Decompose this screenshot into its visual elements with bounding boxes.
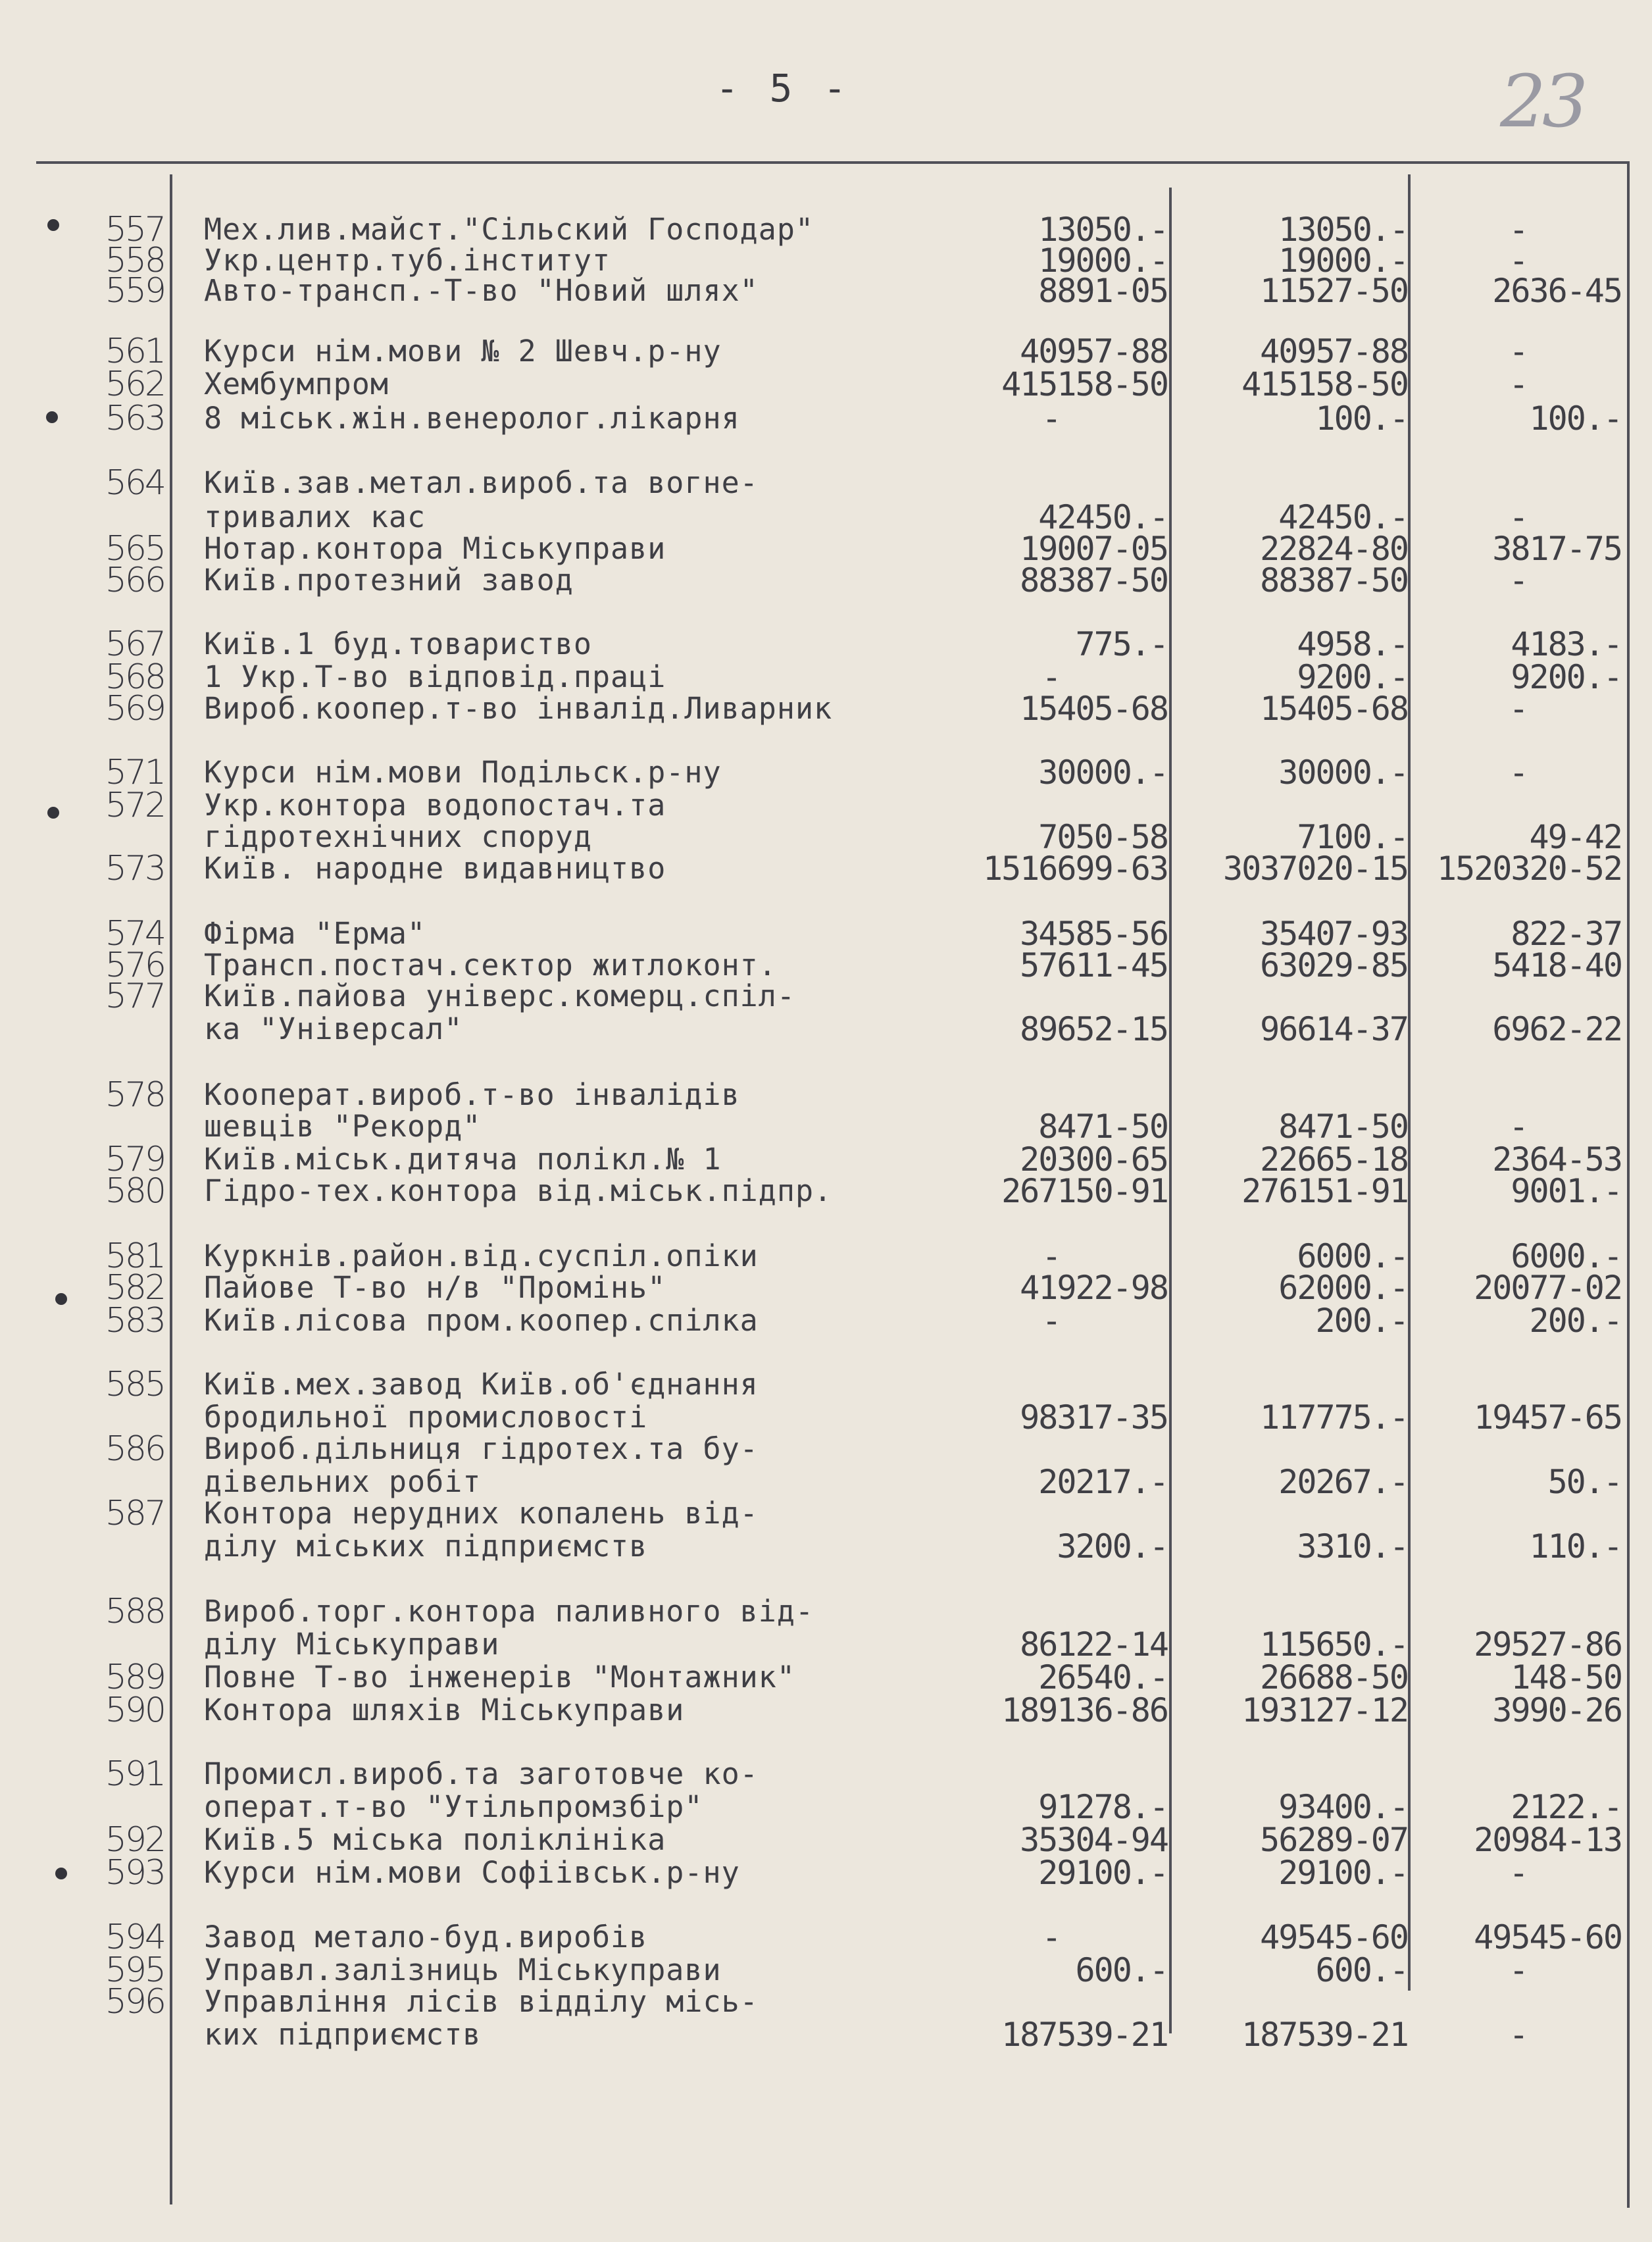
table-row xyxy=(0,977,1652,1016)
amount-col-3: 20077-02 xyxy=(1474,1269,1622,1307)
table-row xyxy=(0,1398,1652,1437)
table-row xyxy=(0,1171,1652,1211)
page-number: - 5 - xyxy=(715,66,851,111)
organization-name: операт.т-во "Утільпромзбір" xyxy=(204,1789,703,1824)
amount-col-1: 57611-45 xyxy=(1020,946,1168,984)
table-row xyxy=(0,1527,1652,1566)
organization-name: Авто-трансп.-Т-во "Новий шлях" xyxy=(204,273,759,308)
row-number: 567 xyxy=(105,624,164,664)
amount-col-3: - xyxy=(1509,332,1528,370)
amount-col-3: 200.- xyxy=(1529,1302,1622,1340)
table-row xyxy=(0,1429,1652,1469)
organization-name: Київ.зав.метал.вироб.та вогне- xyxy=(204,465,759,500)
amount-col-1: 20300-65 xyxy=(1020,1140,1168,1179)
table-row xyxy=(0,463,1652,503)
organization-name: Нотар.контора Міськуправи xyxy=(204,531,666,566)
amount-col-2: 3037020-15 xyxy=(1222,850,1408,888)
amount-col-2: 13050.- xyxy=(1278,211,1408,249)
amount-col-1: 26540.- xyxy=(1038,1658,1168,1696)
organization-name: Контора шляхів Міськуправи xyxy=(204,1693,685,1727)
amount-col-2: 7100.- xyxy=(1297,818,1408,856)
amount-col-3: 9001.- xyxy=(1511,1172,1622,1210)
table-row xyxy=(0,1691,1652,1730)
amount-col-2: 26688-50 xyxy=(1260,1658,1408,1696)
amount-col-3: 19457-65 xyxy=(1474,1398,1622,1437)
organization-name: Промисл.вироб.та заготовче ко- xyxy=(204,1756,759,1791)
organization-name: Управління лісів відділу місь- xyxy=(204,1984,759,2019)
amount-col-1: 13050.- xyxy=(1038,211,1168,249)
amount-col-1: 42450.- xyxy=(1038,498,1168,536)
amount-col-1: 86122-14 xyxy=(1020,1625,1168,1664)
amount-col-2: 49545-60 xyxy=(1260,1918,1408,1956)
amount-col-2: 117775.- xyxy=(1260,1398,1408,1437)
amount-col-3: 4183.- xyxy=(1511,625,1622,663)
row-number: 561 xyxy=(105,332,164,371)
table-row xyxy=(0,1268,1652,1308)
amount-col-2: 415158-50 xyxy=(1241,365,1408,403)
amount-col-1: 29100.- xyxy=(1038,1854,1168,1892)
table-row xyxy=(0,657,1652,697)
amount-col-2: 11527-50 xyxy=(1260,272,1408,310)
table-row xyxy=(0,399,1652,438)
amount-col-2: 29100.- xyxy=(1278,1854,1408,1892)
table-row xyxy=(0,849,1652,888)
amount-col-2: 4958.- xyxy=(1297,625,1408,663)
table-row xyxy=(0,210,1652,249)
amount-col-1: 415158-50 xyxy=(1001,365,1168,403)
amount-col-1: 19007-05 xyxy=(1020,530,1168,568)
amount-col-1: - xyxy=(1041,1918,1061,1956)
row-number: 562 xyxy=(105,365,164,404)
table-row xyxy=(0,1950,1652,1990)
amount-col-2: 22824-80 xyxy=(1260,530,1408,568)
organization-name: Хембумпром xyxy=(204,367,389,401)
table-row xyxy=(0,1463,1652,1501)
amount-col-1: - xyxy=(1041,1302,1061,1340)
row-number: 578 xyxy=(105,1075,164,1115)
organization-name: Управл.залізниць Міськуправи xyxy=(204,1952,722,1987)
amount-col-2: 56289-07 xyxy=(1260,1821,1408,1859)
amount-col-3: 2364-53 xyxy=(1492,1140,1622,1179)
organization-name: гідротехнічних споруд xyxy=(204,819,592,854)
row-number: 565 xyxy=(105,529,164,569)
amount-col-1: 187539-21 xyxy=(1001,2016,1168,2054)
table-row xyxy=(0,561,1652,600)
table-row xyxy=(0,1108,1652,1146)
amount-col-2: 93400.- xyxy=(1278,1788,1408,1826)
amount-col-3: 110.- xyxy=(1529,1527,1622,1566)
organization-name: Київ.пайова універс.комерц.спіл- xyxy=(204,979,795,1013)
amount-col-1: 7050-58 xyxy=(1038,818,1168,856)
amount-col-2: 200.- xyxy=(1315,1302,1408,1340)
row-number: 593 xyxy=(105,1853,164,1893)
row-number: 569 xyxy=(105,689,164,728)
organization-name: ких підприємств xyxy=(204,2017,482,2052)
amount-col-1: 267150-91 xyxy=(1001,1172,1168,1210)
organization-name: Курси нім.мови Софіівськ.р-ну xyxy=(204,1855,740,1890)
row-number: 558 xyxy=(105,241,164,280)
amount-col-1: 30000.- xyxy=(1038,753,1168,792)
amount-col-3: 100.- xyxy=(1529,399,1622,438)
row-number: 580 xyxy=(105,1171,164,1211)
amount-col-2: 35407-93 xyxy=(1260,915,1408,953)
amount-col-2: 22665-18 xyxy=(1260,1140,1408,1179)
row-number: 591 xyxy=(105,1754,164,1794)
organization-name: Київ.міськ.дитяча полікл.№ 1 xyxy=(204,1142,722,1177)
table-row xyxy=(0,1236,1652,1276)
row-number: 573 xyxy=(105,849,164,888)
amount-col-3: - xyxy=(1509,1108,1528,1146)
amount-col-2: 63029-85 xyxy=(1260,946,1408,984)
row-number: 595 xyxy=(105,1950,164,1990)
organization-name: Гідро-тех.контора від.міськ.підпр. xyxy=(204,1173,833,1208)
row-number: 589 xyxy=(105,1658,164,1697)
organization-name: Вироб.торг.контора паливного від- xyxy=(204,1594,814,1629)
amount-col-3: - xyxy=(1509,2016,1528,2054)
amount-col-1: 600.- xyxy=(1075,1951,1168,1989)
table-row xyxy=(0,1918,1652,1957)
organization-name: ділу міських підприємств xyxy=(204,1529,648,1564)
amount-col-2: 19000.- xyxy=(1278,242,1408,280)
row-number: 566 xyxy=(105,561,164,600)
amount-col-1: - xyxy=(1041,399,1061,438)
amount-col-3: 3817-75 xyxy=(1492,530,1622,568)
row-number: 594 xyxy=(105,1918,164,1957)
organization-name: Мех.лив.майст."Сільский Господар" xyxy=(204,212,814,247)
amount-col-1: 189136-86 xyxy=(1001,1691,1168,1729)
table-row xyxy=(0,1820,1652,1860)
table-row xyxy=(0,1754,1652,1794)
amount-col-3: 49545-60 xyxy=(1474,1918,1622,1956)
table-row xyxy=(0,271,1652,311)
organization-name: Київ. народне видавництво xyxy=(204,851,666,886)
row-number: 559 xyxy=(105,271,164,311)
amount-col-1: 35304-94 xyxy=(1020,1821,1168,1859)
amount-col-2: 15405-68 xyxy=(1260,690,1408,728)
amount-col-2: 88387-50 xyxy=(1260,561,1408,599)
row-number: 579 xyxy=(105,1140,164,1179)
row-number: 592 xyxy=(105,1820,164,1860)
amount-col-1: 3200.- xyxy=(1057,1527,1168,1566)
amount-col-2: 187539-21 xyxy=(1241,2016,1408,2054)
amount-col-1: - xyxy=(1041,658,1061,696)
amount-col-3: - xyxy=(1509,242,1528,280)
amount-col-1: 91278.- xyxy=(1038,1788,1168,1826)
row-number: 582 xyxy=(105,1268,164,1308)
organization-name: Контора нерудних копалень від- xyxy=(204,1496,759,1531)
amount-col-2: 276151-91 xyxy=(1241,1172,1408,1210)
amount-col-2: 6000.- xyxy=(1297,1237,1408,1275)
amount-col-3: 822-37 xyxy=(1511,915,1622,953)
organization-name: Київ.мех.завод Київ.об'єднання xyxy=(204,1367,759,1402)
row-number: 586 xyxy=(105,1429,164,1469)
organization-name: Київ.1 буд.товариство xyxy=(204,626,592,661)
table-row xyxy=(0,498,1652,536)
organization-name: Пайове Т-во н/в "Промінь" xyxy=(204,1270,666,1305)
table-row xyxy=(0,1853,1652,1893)
row-number: 581 xyxy=(105,1236,164,1276)
table-row xyxy=(0,624,1652,664)
amount-col-3: - xyxy=(1509,1951,1528,1989)
table-row xyxy=(0,753,1652,792)
header-rule xyxy=(36,161,1628,164)
amount-col-2: 3310.- xyxy=(1297,1527,1408,1566)
amount-col-3: 20984-13 xyxy=(1474,1821,1622,1859)
row-number: 564 xyxy=(105,463,164,503)
organization-name: Курси нім.мови Подільск.р-ну xyxy=(204,755,722,790)
amount-col-2: 42450.- xyxy=(1278,498,1408,536)
organization-name: Укр.центр.туб.інститут xyxy=(204,243,611,278)
amount-col-3: 5418-40 xyxy=(1492,946,1622,984)
amount-col-2: 600.- xyxy=(1315,1951,1408,1989)
amount-col-1: 8891-05 xyxy=(1038,272,1168,310)
organization-name: Повне Т-во інженерів "Монтажник" xyxy=(204,1660,795,1694)
amount-col-2: 100.- xyxy=(1315,399,1408,438)
organization-name: Укр.контора водопостач.та xyxy=(204,788,666,823)
table-row xyxy=(0,946,1652,985)
amount-col-3: 2122.- xyxy=(1511,1788,1622,1826)
row-number: 590 xyxy=(105,1691,164,1730)
amount-col-1: 1516699-63 xyxy=(982,850,1168,888)
organization-name: 1 Укр.Т-во відповід.праці xyxy=(204,659,666,694)
amount-col-3: - xyxy=(1509,365,1528,403)
table-row xyxy=(0,914,1652,954)
table-row xyxy=(0,1592,1652,1631)
amount-col-2: 62000.- xyxy=(1278,1269,1408,1307)
organization-name: Кооперат.вироб.т-во інвалідів xyxy=(204,1077,740,1112)
amount-col-1: 89652-15 xyxy=(1020,1010,1168,1048)
organization-name: Фірма "Ерма" xyxy=(204,916,426,951)
row-number: 577 xyxy=(105,977,164,1016)
table-row xyxy=(0,2016,1652,2054)
amount-col-3: - xyxy=(1509,561,1528,599)
organization-name: дівельних робіт xyxy=(204,1464,482,1499)
amount-col-1: 41922-98 xyxy=(1020,1269,1168,1307)
amount-col-1: 34585-56 xyxy=(1020,915,1168,953)
organization-name: ділу Міськуправи xyxy=(204,1627,500,1662)
row-number: 563 xyxy=(105,399,164,438)
amount-col-1: 20217.- xyxy=(1038,1463,1168,1501)
amount-col-3: 50.- xyxy=(1547,1463,1622,1501)
organization-name: Вироб.коопер.т-во інвалід.Ливарник xyxy=(204,691,833,726)
amount-col-3: 9200.- xyxy=(1511,658,1622,696)
organization-name: тривалих кас xyxy=(204,499,426,534)
table-row xyxy=(0,1625,1652,1664)
amount-col-1: 775.- xyxy=(1075,625,1168,663)
table-row xyxy=(0,1365,1652,1404)
amount-col-2: 40957-88 xyxy=(1260,332,1408,370)
row-number: 583 xyxy=(105,1301,164,1340)
organization-name: Трансп.постач.сектор житлоконт. xyxy=(204,948,777,982)
table-row xyxy=(0,818,1652,856)
organization-name: Вироб.дільниця гідротех.та бу- xyxy=(204,1431,759,1466)
table-row xyxy=(0,365,1652,404)
amount-col-1: 15405-68 xyxy=(1020,690,1168,728)
table-row xyxy=(0,1788,1652,1826)
amount-col-3: 29527-86 xyxy=(1474,1625,1622,1664)
organization-name: 8 міськ.жін.венеролог.лікарня xyxy=(204,401,740,436)
row-number: 574 xyxy=(105,914,164,954)
amount-col-3: 1520320-52 xyxy=(1436,850,1622,888)
row-number: 588 xyxy=(105,1592,164,1631)
amount-col-1: 19000.- xyxy=(1038,242,1168,280)
amount-col-3: 2636-45 xyxy=(1492,272,1622,310)
table-row xyxy=(0,1301,1652,1340)
organization-name: бродильної промисловості xyxy=(204,1400,648,1435)
table-row xyxy=(0,529,1652,569)
amount-col-2: 30000.- xyxy=(1278,753,1408,792)
table-row xyxy=(0,1494,1652,1533)
table-row xyxy=(0,1140,1652,1179)
row-number: 568 xyxy=(105,657,164,697)
table-row xyxy=(0,1658,1652,1697)
organization-name: Куркнів.район.від.суспіл.опіки xyxy=(204,1238,759,1273)
row-number: 571 xyxy=(105,753,164,792)
row-number: 557 xyxy=(105,210,164,249)
amount-col-3: 3990-26 xyxy=(1492,1691,1622,1729)
organization-name: шевців "Рекорд" xyxy=(204,1109,482,1144)
row-number: 572 xyxy=(105,786,164,825)
amount-col-2: 8471-50 xyxy=(1278,1108,1408,1146)
amount-col-3: - xyxy=(1509,690,1528,728)
amount-col-1: 8471-50 xyxy=(1038,1108,1168,1146)
organization-name: Курси нім.мови № 2 Шевч.р-ну xyxy=(204,334,722,369)
amount-col-1: 98317-35 xyxy=(1020,1398,1168,1437)
amount-col-3: 148-50 xyxy=(1511,1658,1622,1696)
table-row xyxy=(0,786,1652,825)
amount-col-1: - xyxy=(1041,1237,1061,1275)
amount-col-3: - xyxy=(1509,498,1528,536)
amount-col-3: - xyxy=(1509,753,1528,792)
amount-col-2: 193127-12 xyxy=(1241,1691,1408,1729)
row-number: 585 xyxy=(105,1365,164,1404)
amount-col-3: 6000.- xyxy=(1511,1237,1622,1275)
amount-col-1: 40957-88 xyxy=(1020,332,1168,370)
amount-col-3: - xyxy=(1509,1854,1528,1892)
amount-col-2: 96614-37 xyxy=(1260,1010,1408,1048)
table-row xyxy=(0,689,1652,728)
table-row xyxy=(0,1010,1652,1048)
amount-col-3: 6962-22 xyxy=(1492,1010,1622,1048)
organization-name: Київ.протезний завод xyxy=(204,563,574,598)
folio-number: 23 xyxy=(1500,59,1584,143)
table-row xyxy=(0,1075,1652,1115)
row-number: 596 xyxy=(105,1982,164,2022)
amount-col-1: 88387-50 xyxy=(1020,561,1168,599)
organization-name: ка "Універсал" xyxy=(204,1011,463,1046)
amount-col-2: 115650.- xyxy=(1260,1625,1408,1664)
amount-col-3: - xyxy=(1509,211,1528,249)
row-number: 576 xyxy=(105,946,164,985)
organization-name: Київ.5 міська поліклініка xyxy=(204,1822,666,1857)
row-number: 587 xyxy=(105,1494,164,1533)
table-row xyxy=(0,332,1652,371)
table-row xyxy=(0,1982,1652,2022)
amount-col-2: 20267.- xyxy=(1278,1463,1408,1501)
amount-col-3: 49-42 xyxy=(1529,818,1622,856)
amount-col-2: 9200.- xyxy=(1297,658,1408,696)
organization-name: Завод метало-буд.виробів xyxy=(204,1920,648,1954)
organization-name: Київ.лісова пром.коопер.спілка xyxy=(204,1303,759,1338)
